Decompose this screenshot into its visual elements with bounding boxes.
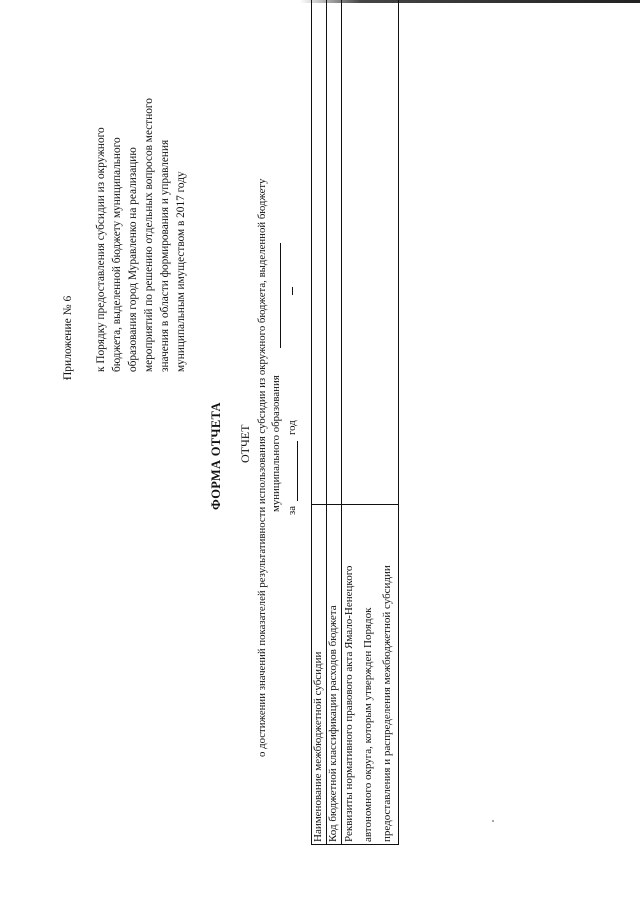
period-suffix: год [286, 420, 298, 435]
appendix-label: Приложение № 6 [62, 295, 74, 380]
table-row-divider [341, 0, 342, 845]
table-border-left [311, 844, 398, 845]
form-title: ФОРМА ОТЧЕТА [209, 402, 223, 510]
order-reference-line: значения в области формирования и управления [159, 139, 171, 372]
order-reference-line: бюджета, выделенной бюджету муниципального [111, 137, 123, 372]
order-reference-line: к Порядку предоставления субсидии из окружного [95, 127, 107, 372]
order-reference-line: муниципальным имуществом в 2017 году [175, 171, 187, 372]
table-cell-act-requisites: предоставления и распределения межбюджетной субсидии [381, 565, 393, 842]
report-title: ОТЧЕТ [238, 424, 252, 463]
order-reference-line: образования город Муравленко на реализацию [127, 147, 139, 372]
table-column-divider [311, 504, 398, 505]
table-cell-budget-code: Код бюджетной классификации расходов бюджета [327, 605, 339, 842]
budget-name-blank [280, 243, 281, 348]
period-prefix: за [286, 505, 298, 515]
report-description: о достижении значений показателей результативности использования субсидии из окружного бюджета, выделенной бюджету [256, 178, 268, 757]
report-description-municipality: муниципального образования [270, 375, 282, 512]
year-blank [297, 441, 298, 501]
order-reference-line: мероприятий по решению отдельных вопросов местного [143, 98, 155, 372]
table-border-bottom [398, 0, 399, 845]
table-cell-subsidy-name: Наименование межбюджетной субсидии [312, 651, 324, 842]
table-cell-act-requisites: автономного округа, которым утвержден Порядок [362, 607, 374, 842]
line-end-blank [292, 287, 293, 295]
table-cell-act-requisites: Реквизиты нормативного правового акта Ямало-Ненецкого [343, 565, 355, 842]
